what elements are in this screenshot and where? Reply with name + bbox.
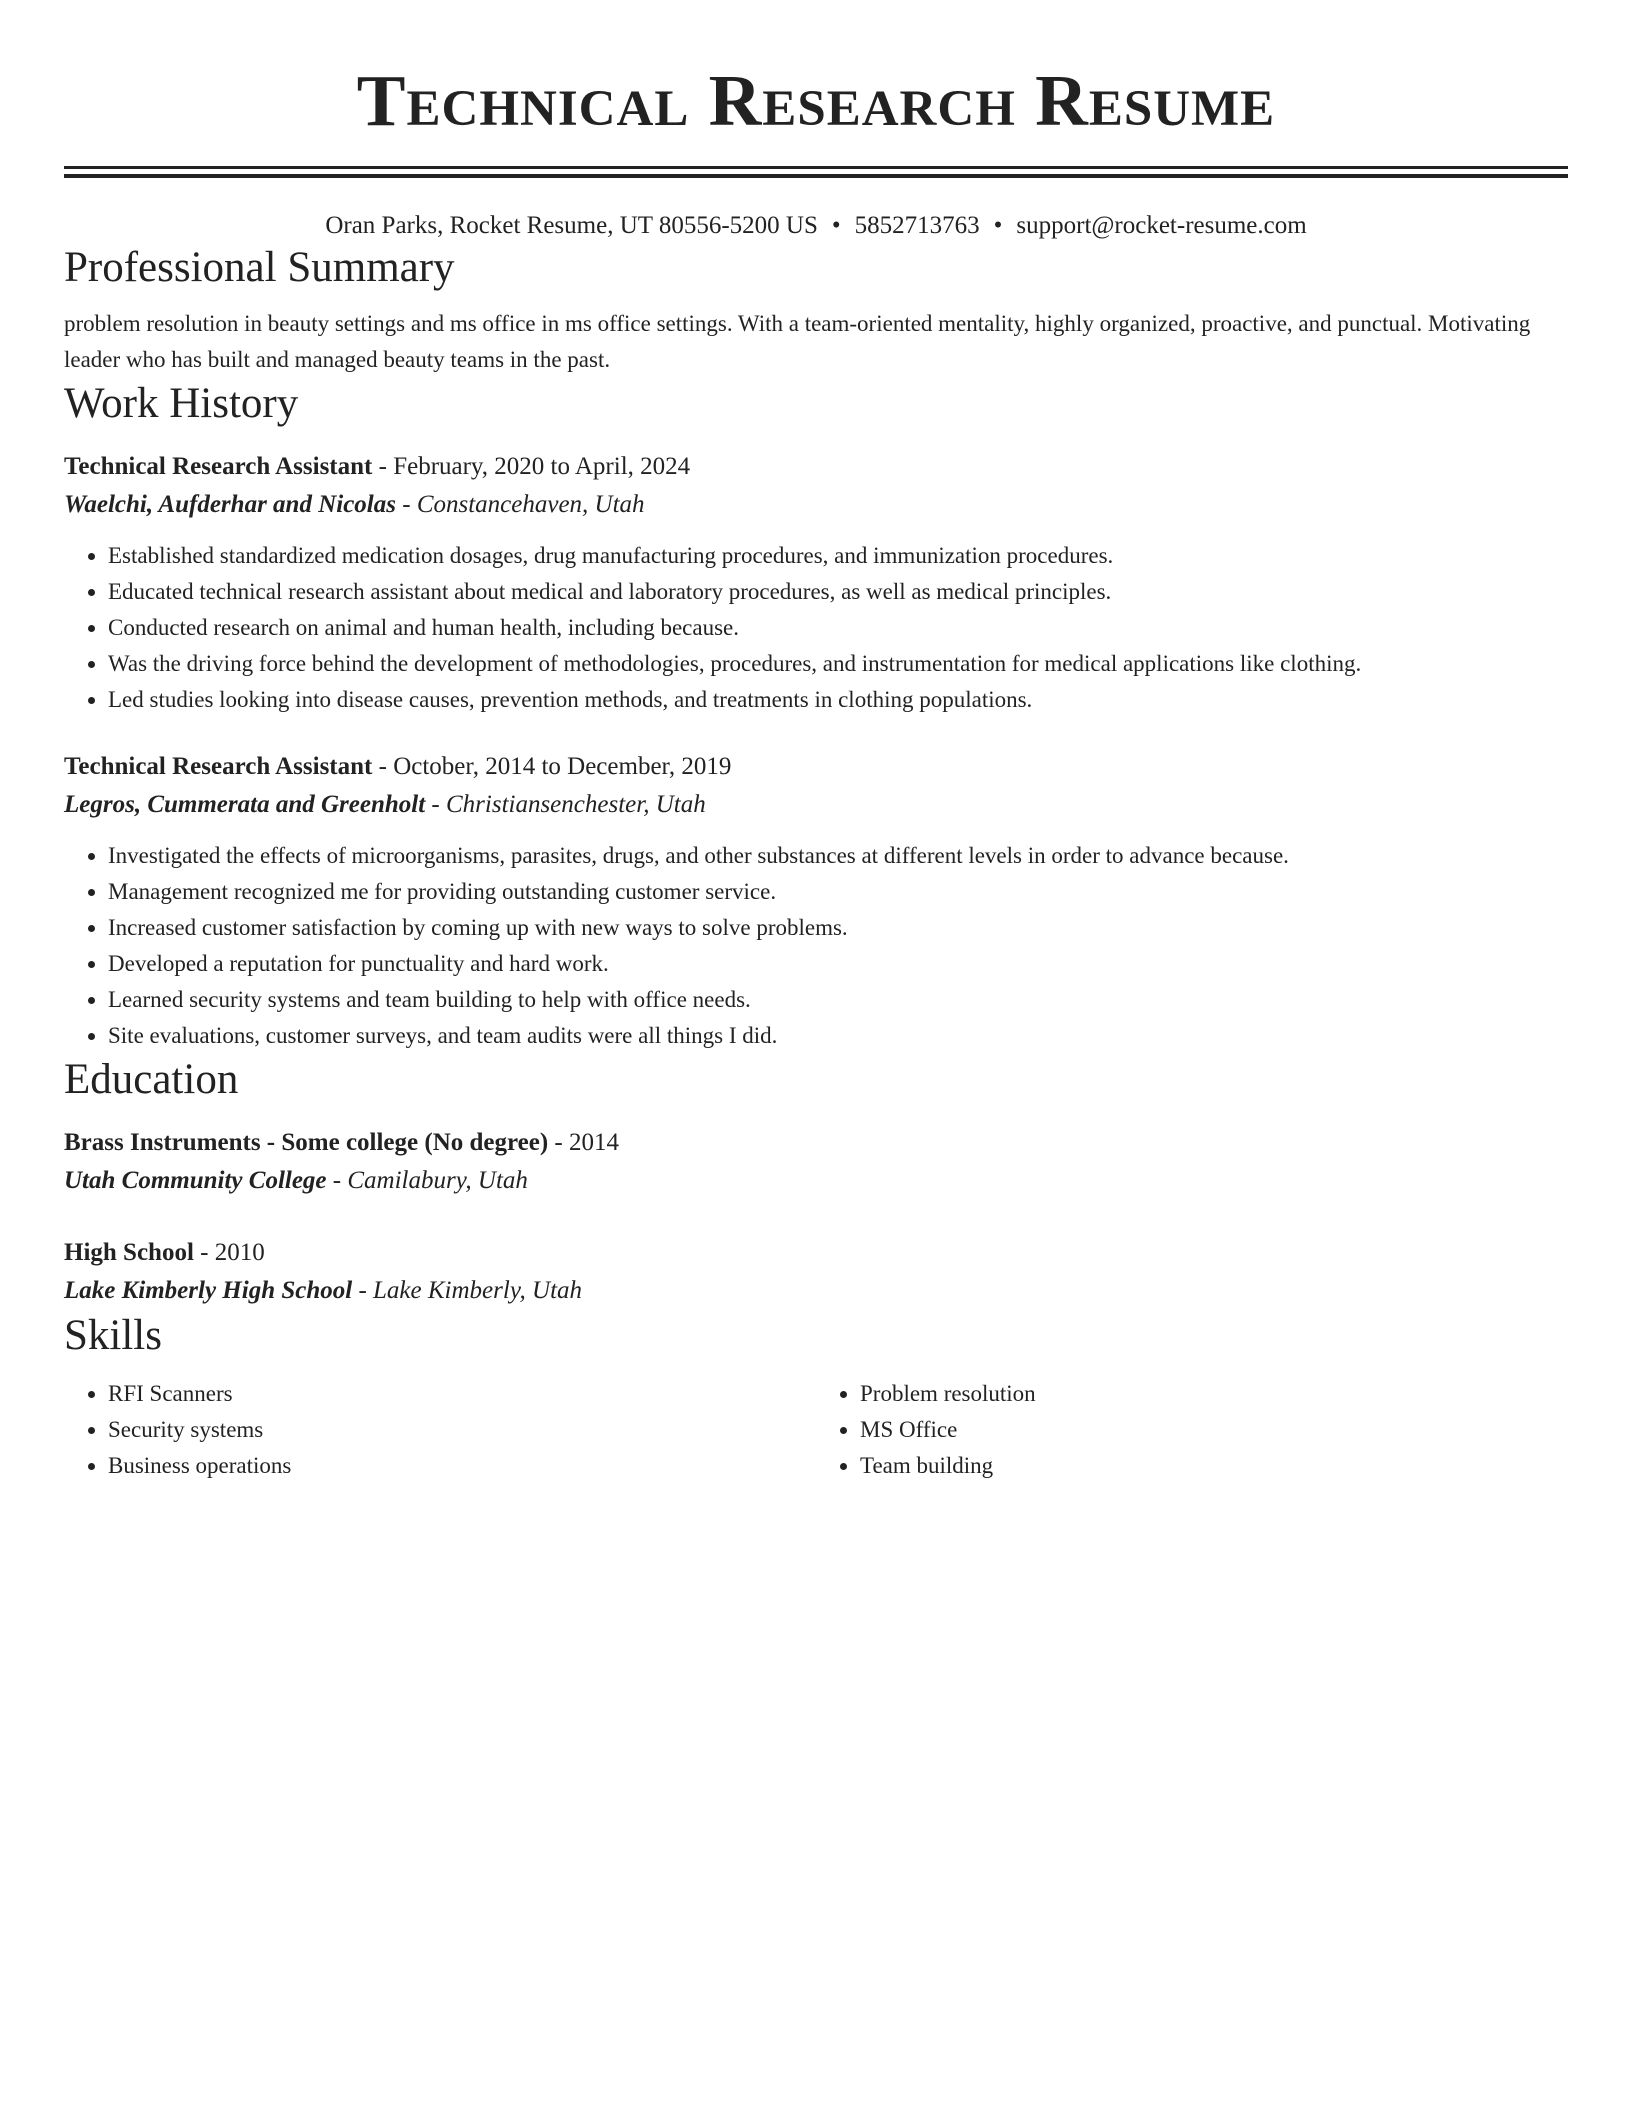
job-dates: October, 2014 to December, 2019 [393, 753, 732, 780]
title-divider-top [64, 166, 1568, 169]
contact-email: support@rocket-resume.com [1016, 212, 1307, 239]
job-entry [64, 448, 1568, 718]
education-heading: Education [64, 1056, 239, 1103]
education-school: Utah Community College [64, 1167, 327, 1194]
dash-separator: - [425, 791, 446, 818]
list-item: • Learned security systems and team building to help with office needs. [108, 982, 1568, 1018]
contact-separator: • [831, 212, 841, 239]
dash-separator: - [352, 1277, 374, 1304]
summary-section [64, 242, 1568, 378]
title-divider-bottom [64, 174, 1568, 178]
job-dates: February, 2020 to April, 2024 [393, 453, 691, 480]
skill-item: • Business operations [108, 1448, 816, 1484]
contact-separator: • [993, 212, 1003, 239]
summary-text: problem resolution in beauty settings and ms office in ms office settings. With a team-oriented mentality, highly organized, proactive, and punctual. Motivating leader who has built and managed beauty teams in the past. [64, 311, 1531, 372]
skill-item: • MS Office [860, 1412, 1568, 1448]
job-location: Constancehaven, Utah [416, 491, 645, 518]
contact-address: Oran Parks, Rocket Resume, UT 80556-5200 US [325, 212, 818, 239]
list-item: • Educated technical research assistant about medical and laboratory procedures, as well as medical principles. [108, 574, 1568, 610]
education-degree: High School [64, 1239, 194, 1266]
education-section [64, 1054, 1568, 1310]
skills-section [64, 1310, 1568, 1484]
list-item: • Site evaluations, customer surveys, and team audits were all things I did. [108, 1018, 1568, 1054]
education-entry [64, 1124, 1568, 1200]
job-title: Technical Research Assistant [64, 453, 373, 480]
list-item: • Conducted research on animal and human health, including because. [108, 610, 1568, 646]
job-entry [64, 748, 1568, 1054]
list-item: • Was the driving force behind the development of methodologies, procedures, and instrumentation for medical applications like clothing. [108, 646, 1568, 682]
list-item: • Developed a reputation for punctuality and hard work. [108, 946, 1568, 982]
education-school-line [64, 1162, 1568, 1200]
skill-item: • Team building [860, 1448, 1568, 1484]
education-school: Lake Kimberly High School [64, 1277, 353, 1304]
job-company: Legros, Cummerata and Greenholt [64, 791, 426, 818]
contact-line [64, 210, 1568, 242]
skill-item: • Problem resolution [860, 1376, 1568, 1412]
dash-separator: - [548, 1129, 569, 1156]
skill-item: • RFI Scanners [108, 1376, 816, 1412]
work-history-section [64, 378, 1568, 1054]
education-location: Lake Kimberly, Utah [373, 1277, 583, 1304]
education-entry [64, 1234, 1568, 1310]
list-item: • Management recognized me for providing outstanding customer service. [108, 874, 1568, 910]
education-year: 2014 [569, 1129, 619, 1156]
job-title-line [64, 748, 1568, 786]
job-company-line [64, 786, 1568, 824]
skills-column-left [64, 1376, 816, 1484]
dash-separator: - [326, 1167, 348, 1194]
skills-list [816, 1376, 1568, 1484]
job-company-line [64, 486, 1568, 524]
dash-separator: - [372, 453, 394, 480]
contact-phone: 5852713763 [854, 212, 980, 239]
skills-list [64, 1376, 816, 1484]
job-responsibilities [64, 838, 1568, 1054]
summary-heading: Professional Summary [64, 244, 455, 291]
job-title-line [64, 448, 1568, 486]
skills-column-right [816, 1376, 1568, 1484]
dash-separator: - [193, 1239, 215, 1266]
skill-item: • Security systems [108, 1412, 816, 1448]
list-item: • Investigated the effects of microorganisms, parasites, drugs, and other substances at different levels in order to advance because. [108, 838, 1568, 874]
job-title: Technical Research Assistant [64, 753, 373, 780]
job-responsibilities [64, 538, 1568, 718]
education-school-line [64, 1272, 1568, 1310]
list-item: • Established standardized medication dosages, drug manufacturing procedures, and immunization procedures. [108, 538, 1568, 574]
education-degree: Brass Instruments - Some college (No degree) [64, 1129, 549, 1156]
dash-separator: - [372, 753, 394, 780]
education-degree-line [64, 1234, 1568, 1272]
education-degree-line [64, 1124, 1568, 1162]
job-company: Waelchi, Aufderhar and Nicolas [64, 491, 396, 518]
dash-separator: - [395, 491, 417, 518]
resume-title: Technical Research Resume [356, 60, 1276, 141]
skills-heading: Skills [64, 1312, 162, 1359]
work-history-heading: Work History [64, 380, 299, 427]
job-location: Christiansenchester, Utah [445, 791, 706, 818]
education-location: Camilabury, Utah [347, 1167, 528, 1194]
education-year: 2010 [214, 1239, 265, 1266]
list-item: • Led studies looking into disease causes, prevention methods, and treatments in clothing populations. [108, 682, 1568, 718]
list-item: • Increased customer satisfaction by coming up with new ways to solve problems. [108, 910, 1568, 946]
skills-grid [64, 1376, 1568, 1484]
